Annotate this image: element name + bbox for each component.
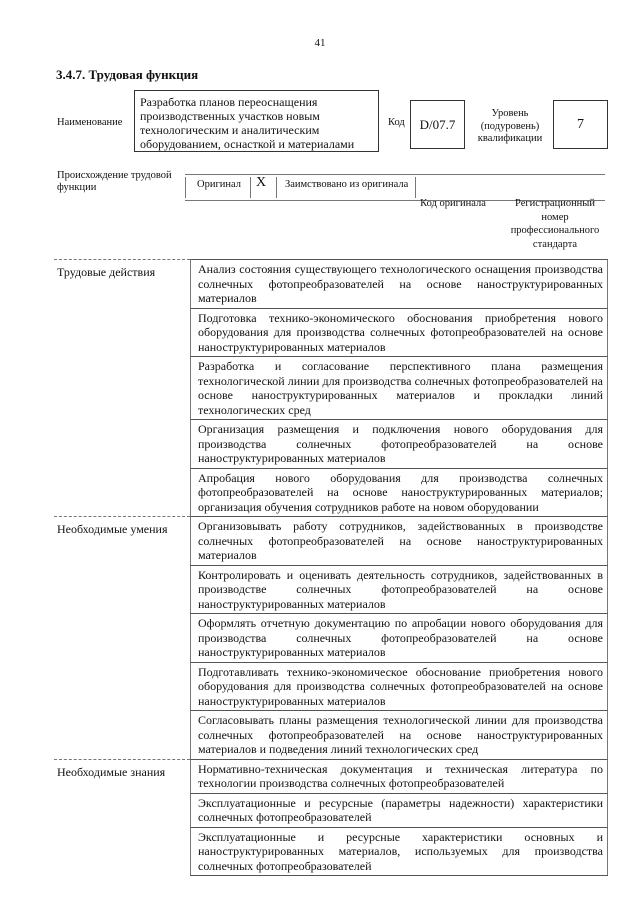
list-item: Контролировать и оценивать деятельность сотрудников, задействованных в производстве солнечных фотопреобразователей на основе наноструктурированных материалов <box>190 565 608 614</box>
name-value: Разработка планов переоснащения производственных участков новым технологическим и аналитическим оборудованием, оснасткой и материалами <box>134 90 379 152</box>
section-label: Трудовые действия <box>54 259 190 516</box>
list-item: Эксплуатационные и ресурсные (параметры надежности) характеристики солнечных фотопреобразователей <box>190 793 608 827</box>
section-title: 3.4.7. Трудовая функция <box>56 67 199 82</box>
list-item: Апробация нового оборудования для производства солнечных фотопреобразователей на основе наноструктурированных материалов; организация обучения сотрудников работе на новом оборудовании <box>190 468 608 517</box>
list-item: Подготовка технико-экономического обоснования приобретения нового оборудования для производства солнечных фотопреобразователей на основе наноструктурированных материалов <box>190 308 608 357</box>
qualification-level-value: 7 <box>553 100 608 149</box>
list-item: Согласовывать планы размещения технологической линии для производства солнечных фотопреобразователей на основе наноструктурированных материалов и подведения линий технологических сред <box>190 710 608 759</box>
list-item: Эксплуатационные и ресурсные характеристики основных и наноструктурированных материалов, используемых для производства солнечных фотопреобразователей <box>190 827 608 876</box>
list-item: Организация размещения и подключения нового оборудования для производства солнечных фотопреобразователей на основе наноструктурированных материалов <box>190 419 608 468</box>
section-label: Необходимые умения <box>54 516 190 759</box>
list-item: Организовывать работу сотрудников, задействованных в производстве солнечных фотопреобразователей на основе наноструктурированных материалов <box>190 516 608 565</box>
list-item: Подготавливать технико-экономическое обоснование приобретения нового оборудования для производства солнечных фотопреобразователей на основе наноструктурированных материалов <box>190 662 608 711</box>
section-row-knowledge <box>54 759 608 877</box>
original-label: Оригинал <box>197 179 241 190</box>
code-original-label: Код оригинала <box>420 198 486 209</box>
function-table <box>54 259 608 876</box>
list-item: Нормативно-техническая документация и техническая литература по технологии производства солнечных фотопреобразователей <box>190 759 608 793</box>
section-row-labor-actions <box>54 259 608 516</box>
list-item: Оформлять отчетную документацию по апробации нового оборудования для производства солнечных фотопреобразователей на основе наноструктурированных материалов <box>190 613 608 662</box>
list-item: Анализ состояния существующего технологического оснащения производства солнечных фотопреобразователей на основе наноструктурированных материалов <box>190 259 608 308</box>
list-item: Разработка и согласование перспективного плана размещения технологической линии для производства солнечных фотопреобразователей на основе наноструктурированных материалов и прокладки линий технологических сред <box>190 356 608 419</box>
code-label: Код <box>388 117 405 128</box>
original-mark: X <box>256 175 267 190</box>
origin-label: Происхождение трудовой функции <box>57 170 172 193</box>
name-label: Наименование <box>57 117 123 128</box>
section-row-skills <box>54 516 608 759</box>
qualification-level-label: Уровень (подуровень) квалификации <box>477 108 543 144</box>
page-number: 41 <box>314 37 326 49</box>
section-label: Необходимые знания <box>54 759 190 877</box>
code-value: D/07.7 <box>410 100 465 149</box>
borrowed-label: Заимствовано из оригинала <box>285 179 409 190</box>
registration-number-label: Регистрационный номер профессионального стандарта <box>510 198 600 250</box>
